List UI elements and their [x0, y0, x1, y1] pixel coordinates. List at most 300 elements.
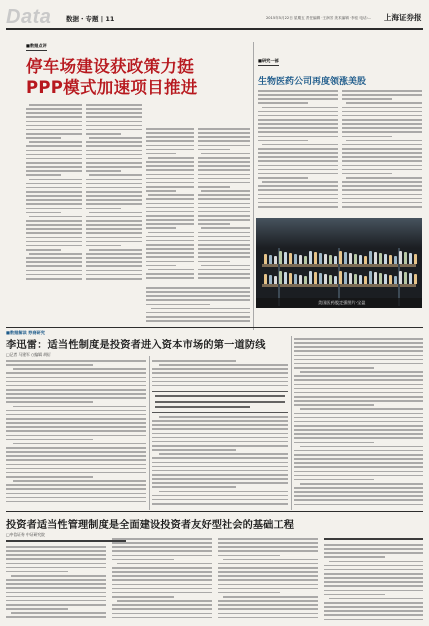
masthead-section: 数据・专题 | 11 — [66, 15, 115, 23]
photo-bottle — [379, 273, 382, 284]
story-parking-column-4 — [198, 128, 250, 284]
text-line — [218, 617, 318, 619]
text-line — [148, 157, 194, 159]
text-line — [152, 499, 288, 501]
text-line — [146, 248, 194, 250]
text-line — [117, 563, 212, 565]
text-line — [26, 158, 82, 160]
text-line — [26, 261, 82, 263]
text-line — [86, 104, 142, 106]
text-line — [6, 546, 106, 548]
text-line — [86, 145, 142, 147]
text-line — [300, 408, 423, 410]
text-line — [6, 583, 106, 585]
photo-bottle — [329, 275, 332, 284]
text-line — [6, 476, 93, 478]
text-line — [152, 385, 288, 387]
text-line — [258, 136, 338, 138]
text-line — [86, 199, 142, 201]
text-line — [146, 287, 250, 289]
text-line — [89, 212, 142, 214]
text-line — [201, 227, 250, 229]
text-line — [6, 401, 93, 403]
text-line — [86, 121, 142, 123]
text-line — [152, 377, 288, 379]
text-line — [6, 426, 146, 428]
photo-bottle — [404, 272, 407, 284]
story-parking-headline — [26, 56, 248, 98]
text-line — [26, 257, 82, 259]
text-line — [218, 579, 318, 581]
story-parking-column-2 — [86, 104, 142, 284]
text-line — [6, 451, 146, 453]
photo-bottle — [329, 255, 332, 264]
text-line — [324, 577, 423, 579]
text-line — [198, 261, 230, 263]
text-line — [86, 116, 142, 118]
text-line — [198, 178, 250, 180]
text-line — [86, 224, 142, 226]
story-li-column-2 — [152, 360, 288, 390]
text-line — [342, 136, 392, 138]
text-line — [86, 158, 142, 160]
text-line — [26, 270, 82, 272]
text-line — [13, 443, 146, 445]
text-line — [152, 474, 288, 476]
text-line — [294, 404, 374, 406]
photo-bottle — [399, 251, 402, 264]
text-line — [258, 173, 338, 175]
text-line — [86, 133, 121, 135]
headline-line-2: PPP模式加速项目推进 — [26, 78, 198, 97]
text-line — [86, 216, 142, 218]
text-line — [26, 166, 82, 168]
photo-bottle — [314, 252, 317, 264]
text-line — [6, 579, 106, 581]
text-line — [342, 173, 392, 175]
text-line — [198, 157, 250, 159]
text-line — [294, 437, 423, 439]
text-line — [152, 478, 288, 480]
text-line — [6, 464, 146, 466]
text-line — [324, 573, 423, 575]
text-line — [146, 132, 194, 134]
text-line — [294, 400, 423, 402]
text-line — [294, 429, 423, 431]
text-line — [6, 563, 106, 565]
text-line — [146, 273, 194, 275]
story-bio-column-2 — [342, 90, 422, 214]
text-line — [26, 116, 82, 118]
text-line — [294, 458, 423, 460]
text-line — [324, 544, 423, 546]
text-line — [26, 154, 82, 156]
text-line — [26, 133, 82, 135]
text-line — [146, 265, 176, 267]
text-line — [26, 125, 82, 127]
photo-bottle — [349, 273, 352, 284]
text-line — [146, 236, 194, 238]
text-line — [86, 278, 142, 280]
text-line — [6, 587, 106, 589]
text-line — [6, 414, 146, 416]
text-line — [86, 112, 142, 114]
text-line — [218, 563, 318, 565]
text-line — [6, 397, 146, 399]
text-line — [342, 98, 392, 100]
text-line — [294, 433, 423, 435]
text-line — [342, 181, 422, 183]
text-line — [218, 571, 318, 573]
text-line — [294, 367, 374, 369]
text-line — [29, 179, 82, 181]
photo-bottle — [394, 256, 397, 264]
text-line — [146, 219, 194, 221]
text-line — [346, 140, 422, 142]
text-line — [6, 493, 146, 495]
text-line — [218, 592, 280, 594]
text-line — [6, 550, 106, 552]
text-line — [86, 232, 142, 234]
text-line — [152, 420, 288, 422]
text-line — [26, 212, 61, 214]
photo-bottle — [354, 274, 357, 284]
text-line — [152, 360, 236, 362]
text-line — [146, 174, 194, 176]
text-line — [342, 131, 422, 133]
text-line — [86, 195, 142, 197]
photo-bottle — [409, 273, 412, 284]
text-line — [6, 592, 106, 594]
text-line — [223, 559, 318, 561]
section-rule — [6, 327, 423, 328]
text-line — [26, 199, 82, 201]
text-line — [342, 194, 422, 196]
text-line — [112, 550, 212, 552]
photo-bottle — [374, 272, 377, 284]
text-line — [152, 445, 288, 447]
text-line — [26, 224, 82, 226]
text-line — [258, 198, 338, 200]
photo-bottle — [289, 273, 292, 284]
text-line — [152, 381, 288, 383]
text-line — [26, 108, 82, 110]
text-line — [294, 350, 423, 352]
photo-bottle — [369, 251, 372, 264]
pullquote-line — [155, 401, 285, 403]
text-line — [342, 206, 422, 208]
text-line — [262, 107, 338, 109]
masthead-logo: Data — [6, 6, 52, 28]
text-line — [89, 137, 142, 139]
text-line — [26, 232, 82, 234]
photo-bottle — [309, 251, 312, 264]
text-line — [294, 363, 423, 365]
text-line — [342, 152, 422, 154]
text-line — [198, 219, 250, 221]
text-line — [13, 480, 146, 482]
text-line — [258, 94, 338, 96]
text-line — [342, 148, 422, 150]
text-line — [6, 439, 93, 441]
text-line — [152, 368, 288, 370]
text-line — [159, 453, 288, 455]
photo-bottle — [344, 272, 347, 284]
text-line — [146, 211, 194, 213]
text-line — [342, 160, 422, 162]
text-line — [26, 249, 61, 251]
text-line — [152, 433, 288, 435]
text-line — [152, 503, 288, 505]
photo-bottle — [264, 254, 267, 264]
text-line — [324, 569, 423, 571]
text-line — [26, 170, 82, 172]
text-line — [146, 145, 194, 147]
text-line — [258, 102, 308, 104]
text-line — [112, 584, 212, 586]
text-line — [198, 140, 250, 142]
text-line — [26, 174, 61, 176]
text-line — [146, 207, 194, 209]
text-line — [6, 468, 146, 470]
text-line — [294, 499, 423, 501]
text-line — [258, 194, 338, 196]
text-line — [258, 148, 338, 150]
text-line — [6, 393, 146, 395]
text-line — [86, 257, 142, 259]
text-line — [112, 592, 212, 594]
story-li-headline: 李迅雷：适当性制度是投资者进入资本市场的第一道防线 — [6, 340, 266, 351]
text-line — [117, 600, 212, 602]
text-line — [342, 111, 422, 113]
text-line — [342, 90, 422, 92]
photo-bottle — [269, 275, 272, 284]
text-line — [152, 449, 236, 451]
text-line — [324, 614, 423, 616]
text-line — [342, 144, 422, 146]
text-line — [6, 571, 68, 573]
text-line — [146, 186, 194, 188]
story-parking-tag: ■数据点评 — [26, 43, 47, 51]
section-rule — [6, 511, 423, 512]
text-line — [159, 416, 288, 418]
text-line — [294, 338, 423, 340]
text-line — [329, 598, 423, 600]
column-divider — [253, 42, 254, 330]
story-li-pullquote — [152, 391, 288, 413]
photo-bottle — [264, 274, 267, 284]
photo-bottle — [309, 271, 312, 284]
text-line — [324, 619, 423, 621]
text-line — [258, 131, 338, 133]
text-line — [218, 567, 318, 569]
text-line — [26, 129, 82, 131]
text-line — [6, 447, 146, 449]
text-line — [146, 291, 250, 293]
text-line — [218, 575, 318, 577]
pullquote-line — [155, 395, 285, 397]
story-bio-tag: ■研究一部 — [258, 58, 279, 66]
text-line — [152, 457, 288, 459]
photo-bottle — [394, 276, 397, 284]
text-line — [86, 170, 121, 172]
photo-bottle — [289, 253, 292, 264]
text-line — [112, 559, 174, 561]
text-line — [86, 125, 142, 127]
text-line — [294, 475, 423, 477]
text-line — [86, 220, 142, 222]
text-line — [218, 584, 318, 586]
text-line — [342, 202, 422, 204]
text-line — [342, 198, 422, 200]
text-line — [86, 187, 142, 189]
text-line — [148, 232, 194, 234]
text-line — [6, 472, 146, 474]
text-line — [198, 174, 250, 176]
text-line — [6, 360, 146, 362]
text-line — [146, 299, 250, 301]
text-line — [6, 501, 146, 503]
text-line — [146, 316, 250, 318]
text-line — [198, 194, 250, 196]
text-line — [6, 608, 68, 610]
text-line — [294, 359, 423, 361]
text-line — [86, 245, 121, 247]
story-parking-column-3 — [146, 128, 194, 284]
text-line — [198, 182, 250, 184]
story-parking-column-1 — [26, 104, 82, 284]
text-line — [86, 179, 142, 181]
text-line — [294, 471, 423, 473]
text-line — [29, 104, 82, 106]
text-line — [13, 368, 146, 370]
text-line — [294, 421, 423, 423]
story-parking-column-5 — [146, 287, 250, 327]
text-line — [159, 364, 288, 366]
text-line — [146, 140, 194, 142]
text-line — [198, 211, 250, 213]
text-line — [146, 261, 194, 263]
text-line — [324, 594, 385, 596]
text-line — [198, 248, 250, 250]
text-line — [342, 119, 422, 121]
photo-bottle — [339, 251, 342, 264]
text-line — [294, 392, 423, 394]
text-line — [152, 466, 288, 468]
story-infra-column-1 — [6, 546, 106, 622]
text-line — [146, 203, 194, 205]
text-line — [258, 165, 338, 167]
text-line — [342, 127, 422, 129]
photo-bottle — [339, 271, 342, 284]
photo-bottle — [274, 256, 277, 264]
text-line — [294, 425, 423, 427]
photo-bottle — [369, 271, 372, 284]
text-line — [146, 252, 194, 254]
photo-bottle — [314, 272, 317, 284]
text-line — [198, 136, 250, 138]
text-line — [258, 123, 338, 125]
text-line — [146, 153, 176, 155]
text-line — [324, 590, 423, 592]
text-line — [112, 617, 212, 619]
text-line — [26, 195, 82, 197]
masthead — [6, 6, 423, 30]
column-divider — [149, 356, 150, 510]
photo-bottle — [274, 276, 277, 284]
photo-bottle — [344, 252, 347, 264]
text-line — [342, 156, 422, 158]
photo-bottle — [359, 255, 362, 264]
text-line — [258, 119, 338, 121]
photo-caption: 美国医药股走强图片·宝盈 — [318, 300, 366, 305]
text-line — [6, 484, 146, 486]
text-line — [198, 236, 250, 238]
text-line — [258, 189, 338, 191]
text-line — [152, 462, 288, 464]
text-line — [198, 232, 250, 234]
photo-bottle — [284, 272, 287, 284]
story-li-column-1 — [6, 360, 146, 508]
text-line — [258, 98, 338, 100]
text-line — [198, 203, 250, 205]
text-line — [146, 277, 194, 279]
text-line — [6, 600, 106, 602]
text-line — [6, 604, 106, 606]
text-line — [11, 612, 106, 614]
text-line — [112, 555, 212, 557]
photo-bottle — [379, 253, 382, 264]
text-line — [258, 206, 338, 208]
photo-bottle — [269, 255, 272, 264]
text-line — [26, 203, 82, 205]
text-line — [6, 377, 146, 379]
text-line — [198, 145, 250, 147]
text-line — [112, 604, 212, 606]
text-line — [329, 561, 423, 563]
text-line — [112, 596, 174, 598]
text-line — [300, 446, 423, 448]
text-line — [223, 596, 318, 598]
text-line — [151, 308, 250, 310]
story-bio-headline: 生物医药公司再度领涨美股 — [258, 77, 367, 87]
text-line — [152, 428, 288, 430]
text-line — [86, 261, 142, 263]
text-line — [342, 123, 422, 125]
text-line — [86, 141, 142, 143]
text-line — [86, 108, 142, 110]
text-line — [198, 273, 250, 275]
text-line — [6, 435, 146, 437]
text-line — [258, 169, 338, 171]
text-line — [152, 437, 288, 439]
story-infra-column-4 — [324, 544, 423, 622]
headline-line-1: 停车场建设获政策力挺 — [26, 57, 194, 76]
text-line — [6, 596, 106, 598]
text-line — [112, 613, 212, 615]
pullquote-line — [155, 406, 250, 408]
text-line — [26, 208, 82, 210]
text-line — [152, 470, 288, 472]
photo-bottle — [349, 253, 352, 264]
text-line — [146, 215, 194, 217]
text-line — [258, 156, 338, 158]
story-bio-photo — [256, 218, 422, 308]
story-li-column-3 — [294, 338, 423, 508]
text-line — [86, 150, 142, 152]
text-line — [86, 129, 142, 131]
text-line — [146, 295, 250, 297]
